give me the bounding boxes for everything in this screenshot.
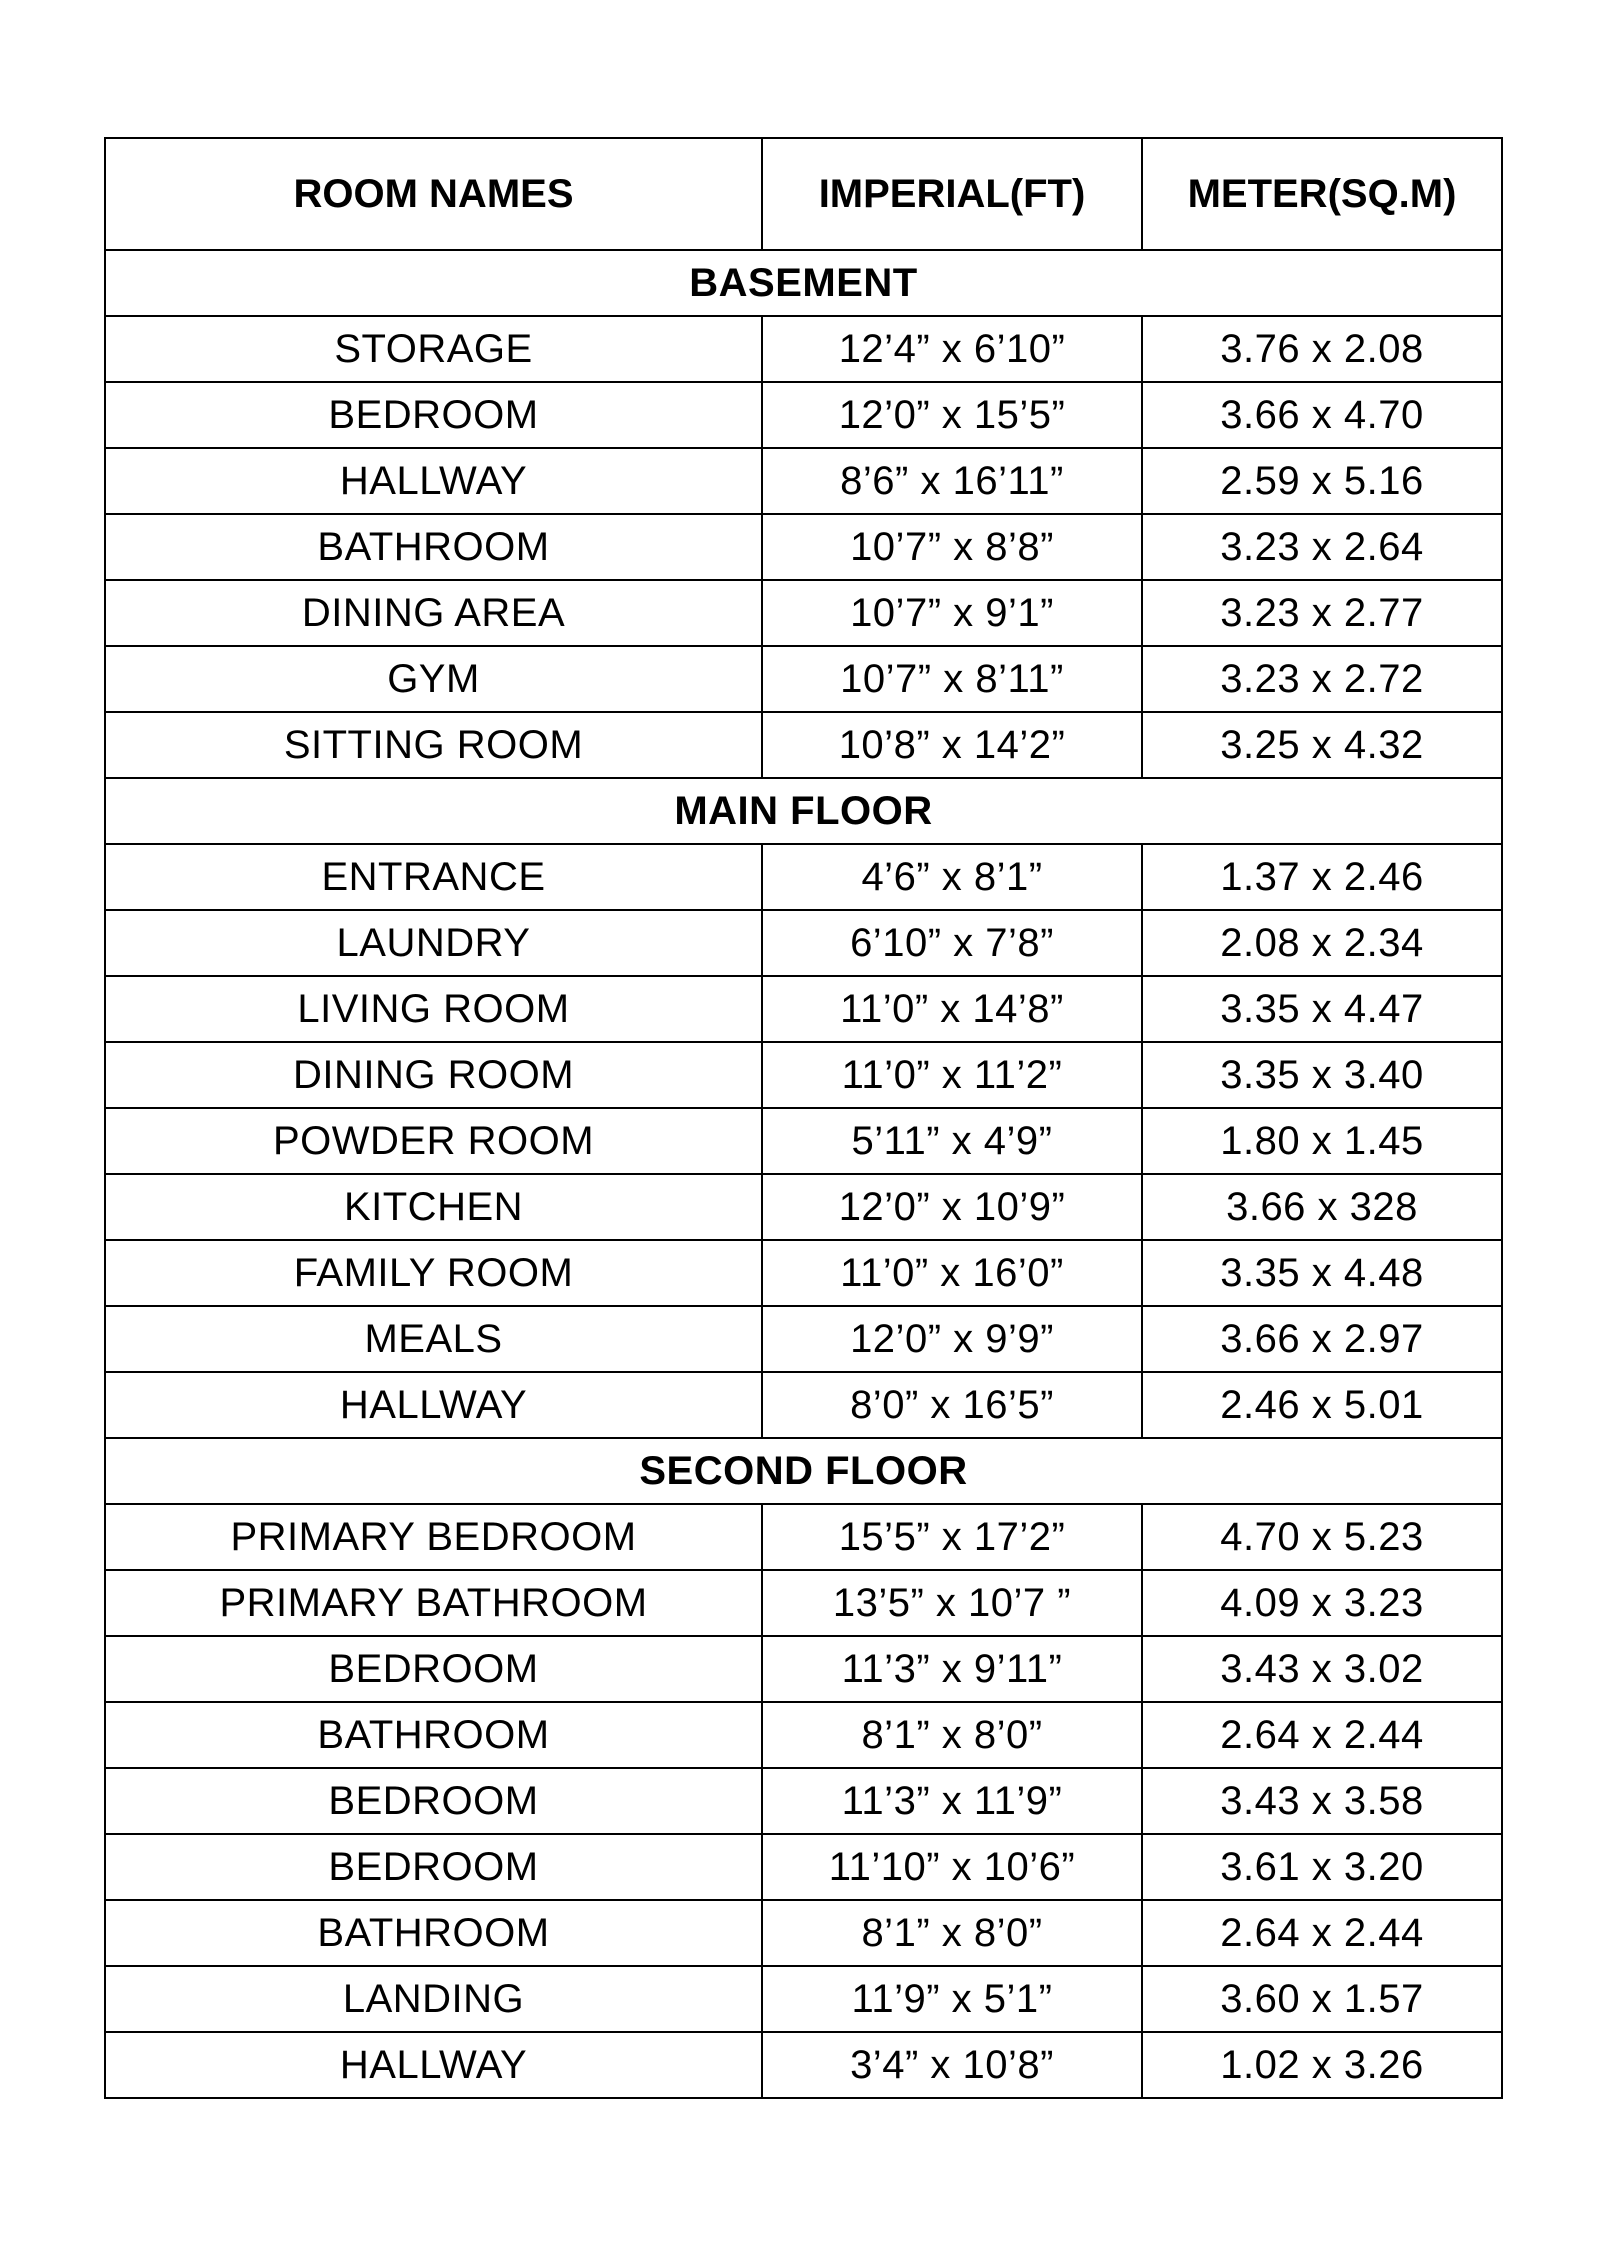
metric-cell: 3.66 x 4.70: [1142, 382, 1502, 448]
room-name-cell: DINING ROOM: [105, 1042, 762, 1108]
imperial-cell: 10’7” x 8’11”: [762, 646, 1142, 712]
room-name-cell: BEDROOM: [105, 1768, 762, 1834]
imperial-cell: 11’0” x 11’2”: [762, 1042, 1142, 1108]
table-row: [105, 1702, 1502, 1768]
room-name-cell: BATHROOM: [105, 1702, 762, 1768]
table-row: [105, 382, 1502, 448]
imperial-cell: 10’8” x 14’2”: [762, 712, 1142, 778]
imperial-cell: 4’6” x 8’1”: [762, 844, 1142, 910]
room-name-cell: LIVING ROOM: [105, 976, 762, 1042]
header-row: [105, 138, 1502, 250]
room-name-cell: LAUNDRY: [105, 910, 762, 976]
metric-cell: 4.09 x 3.23: [1142, 1570, 1502, 1636]
table-row: [105, 1174, 1502, 1240]
room-name-cell: LANDING: [105, 1966, 762, 2032]
metric-cell: 3.23 x 2.77: [1142, 580, 1502, 646]
metric-cell: 4.70 x 5.23: [1142, 1504, 1502, 1570]
table-row: [105, 448, 1502, 514]
section-title: MAIN FLOOR: [105, 778, 1502, 844]
table-row: [105, 1570, 1502, 1636]
header-metric: METER(SQ.M): [1142, 138, 1502, 250]
table-row: [105, 910, 1502, 976]
table-row: [105, 1768, 1502, 1834]
section-row: [105, 250, 1502, 316]
imperial-cell: 11’10” x 10’6”: [762, 1834, 1142, 1900]
imperial-cell: 3’4” x 10’8”: [762, 2032, 1142, 2098]
metric-cell: 3.35 x 4.48: [1142, 1240, 1502, 1306]
imperial-cell: 15’5” x 17’2”: [762, 1504, 1142, 1570]
section-title: BASEMENT: [105, 250, 1502, 316]
room-name-cell: BATHROOM: [105, 514, 762, 580]
table-row: [105, 844, 1502, 910]
metric-cell: 2.64 x 2.44: [1142, 1900, 1502, 1966]
imperial-cell: 8’1” x 8’0”: [762, 1900, 1142, 1966]
header-room-names: ROOM NAMES: [105, 138, 762, 250]
imperial-cell: 10’7” x 8’8”: [762, 514, 1142, 580]
table-row: [105, 316, 1502, 382]
room-name-cell: PRIMARY BATHROOM: [105, 1570, 762, 1636]
imperial-cell: 11’9” x 5’1”: [762, 1966, 1142, 2032]
metric-cell: 2.46 x 5.01: [1142, 1372, 1502, 1438]
room-name-cell: POWDER ROOM: [105, 1108, 762, 1174]
room-name-cell: SITTING ROOM: [105, 712, 762, 778]
imperial-cell: 5’11” x 4’9”: [762, 1108, 1142, 1174]
metric-cell: 3.23 x 2.72: [1142, 646, 1502, 712]
table-row: [105, 2032, 1502, 2098]
room-name-cell: BEDROOM: [105, 382, 762, 448]
table-row: [105, 1240, 1502, 1306]
metric-cell: 1.80 x 1.45: [1142, 1108, 1502, 1174]
imperial-cell: 11’0” x 16’0”: [762, 1240, 1142, 1306]
metric-cell: 1.02 x 3.26: [1142, 2032, 1502, 2098]
room-name-cell: STORAGE: [105, 316, 762, 382]
metric-cell: 2.64 x 2.44: [1142, 1702, 1502, 1768]
table-row: [105, 1108, 1502, 1174]
table-row: [105, 646, 1502, 712]
section-title: SECOND FLOOR: [105, 1438, 1502, 1504]
imperial-cell: 6’10” x 7’8”: [762, 910, 1142, 976]
table-row: [105, 1636, 1502, 1702]
imperial-cell: 8’6” x 16’11”: [762, 448, 1142, 514]
metric-cell: 3.43 x 3.02: [1142, 1636, 1502, 1702]
table-row: [105, 1306, 1502, 1372]
imperial-cell: 8’0” x 16’5”: [762, 1372, 1142, 1438]
metric-cell: 3.76 x 2.08: [1142, 316, 1502, 382]
room-name-cell: DINING AREA: [105, 580, 762, 646]
room-name-cell: BATHROOM: [105, 1900, 762, 1966]
imperial-cell: 11’3” x 9’11”: [762, 1636, 1142, 1702]
room-name-cell: KITCHEN: [105, 1174, 762, 1240]
table-row: [105, 712, 1502, 778]
room-name-cell: MEALS: [105, 1306, 762, 1372]
table-row: [105, 1372, 1502, 1438]
section-row: [105, 1438, 1502, 1504]
section-row: [105, 778, 1502, 844]
imperial-cell: 12’4” x 6’10”: [762, 316, 1142, 382]
table-header: [105, 138, 1502, 250]
table-row: [105, 1042, 1502, 1108]
imperial-cell: 13’5” x 10’7 ”: [762, 1570, 1142, 1636]
header-imperial: IMPERIAL(FT): [762, 138, 1142, 250]
table-row: [105, 976, 1502, 1042]
metric-cell: 3.61 x 3.20: [1142, 1834, 1502, 1900]
table-row: [105, 580, 1502, 646]
room-name-cell: FAMILY ROOM: [105, 1240, 762, 1306]
metric-cell: 3.25 x 4.32: [1142, 712, 1502, 778]
imperial-cell: 10’7” x 9’1”: [762, 580, 1142, 646]
imperial-cell: 12’0” x 15’5”: [762, 382, 1142, 448]
table-row: [105, 1966, 1502, 2032]
table-row: [105, 514, 1502, 580]
room-name-cell: GYM: [105, 646, 762, 712]
room-dimensions-table: [104, 137, 1503, 2099]
metric-cell: 3.23 x 2.64: [1142, 514, 1502, 580]
table-row: [105, 1834, 1502, 1900]
imperial-cell: 8’1” x 8’0”: [762, 1702, 1142, 1768]
room-name-cell: HALLWAY: [105, 1372, 762, 1438]
room-name-cell: HALLWAY: [105, 2032, 762, 2098]
imperial-cell: 12’0” x 9’9”: [762, 1306, 1142, 1372]
room-name-cell: HALLWAY: [105, 448, 762, 514]
metric-cell: 2.08 x 2.34: [1142, 910, 1502, 976]
metric-cell: 3.35 x 4.47: [1142, 976, 1502, 1042]
metric-cell: 3.66 x 2.97: [1142, 1306, 1502, 1372]
room-name-cell: BEDROOM: [105, 1834, 762, 1900]
imperial-cell: 11’3” x 11’9”: [762, 1768, 1142, 1834]
metric-cell: 3.66 x 328: [1142, 1174, 1502, 1240]
metric-cell: 3.35 x 3.40: [1142, 1042, 1502, 1108]
metric-cell: 3.43 x 3.58: [1142, 1768, 1502, 1834]
table-body: [105, 250, 1502, 2098]
metric-cell: 2.59 x 5.16: [1142, 448, 1502, 514]
metric-cell: 1.37 x 2.46: [1142, 844, 1502, 910]
table-row: [105, 1504, 1502, 1570]
room-name-cell: BEDROOM: [105, 1636, 762, 1702]
room-name-cell: PRIMARY BEDROOM: [105, 1504, 762, 1570]
metric-cell: 3.60 x 1.57: [1142, 1966, 1502, 2032]
room-name-cell: ENTRANCE: [105, 844, 762, 910]
table-row: [105, 1900, 1502, 1966]
imperial-cell: 11’0” x 14’8”: [762, 976, 1142, 1042]
imperial-cell: 12’0” x 10’9”: [762, 1174, 1142, 1240]
